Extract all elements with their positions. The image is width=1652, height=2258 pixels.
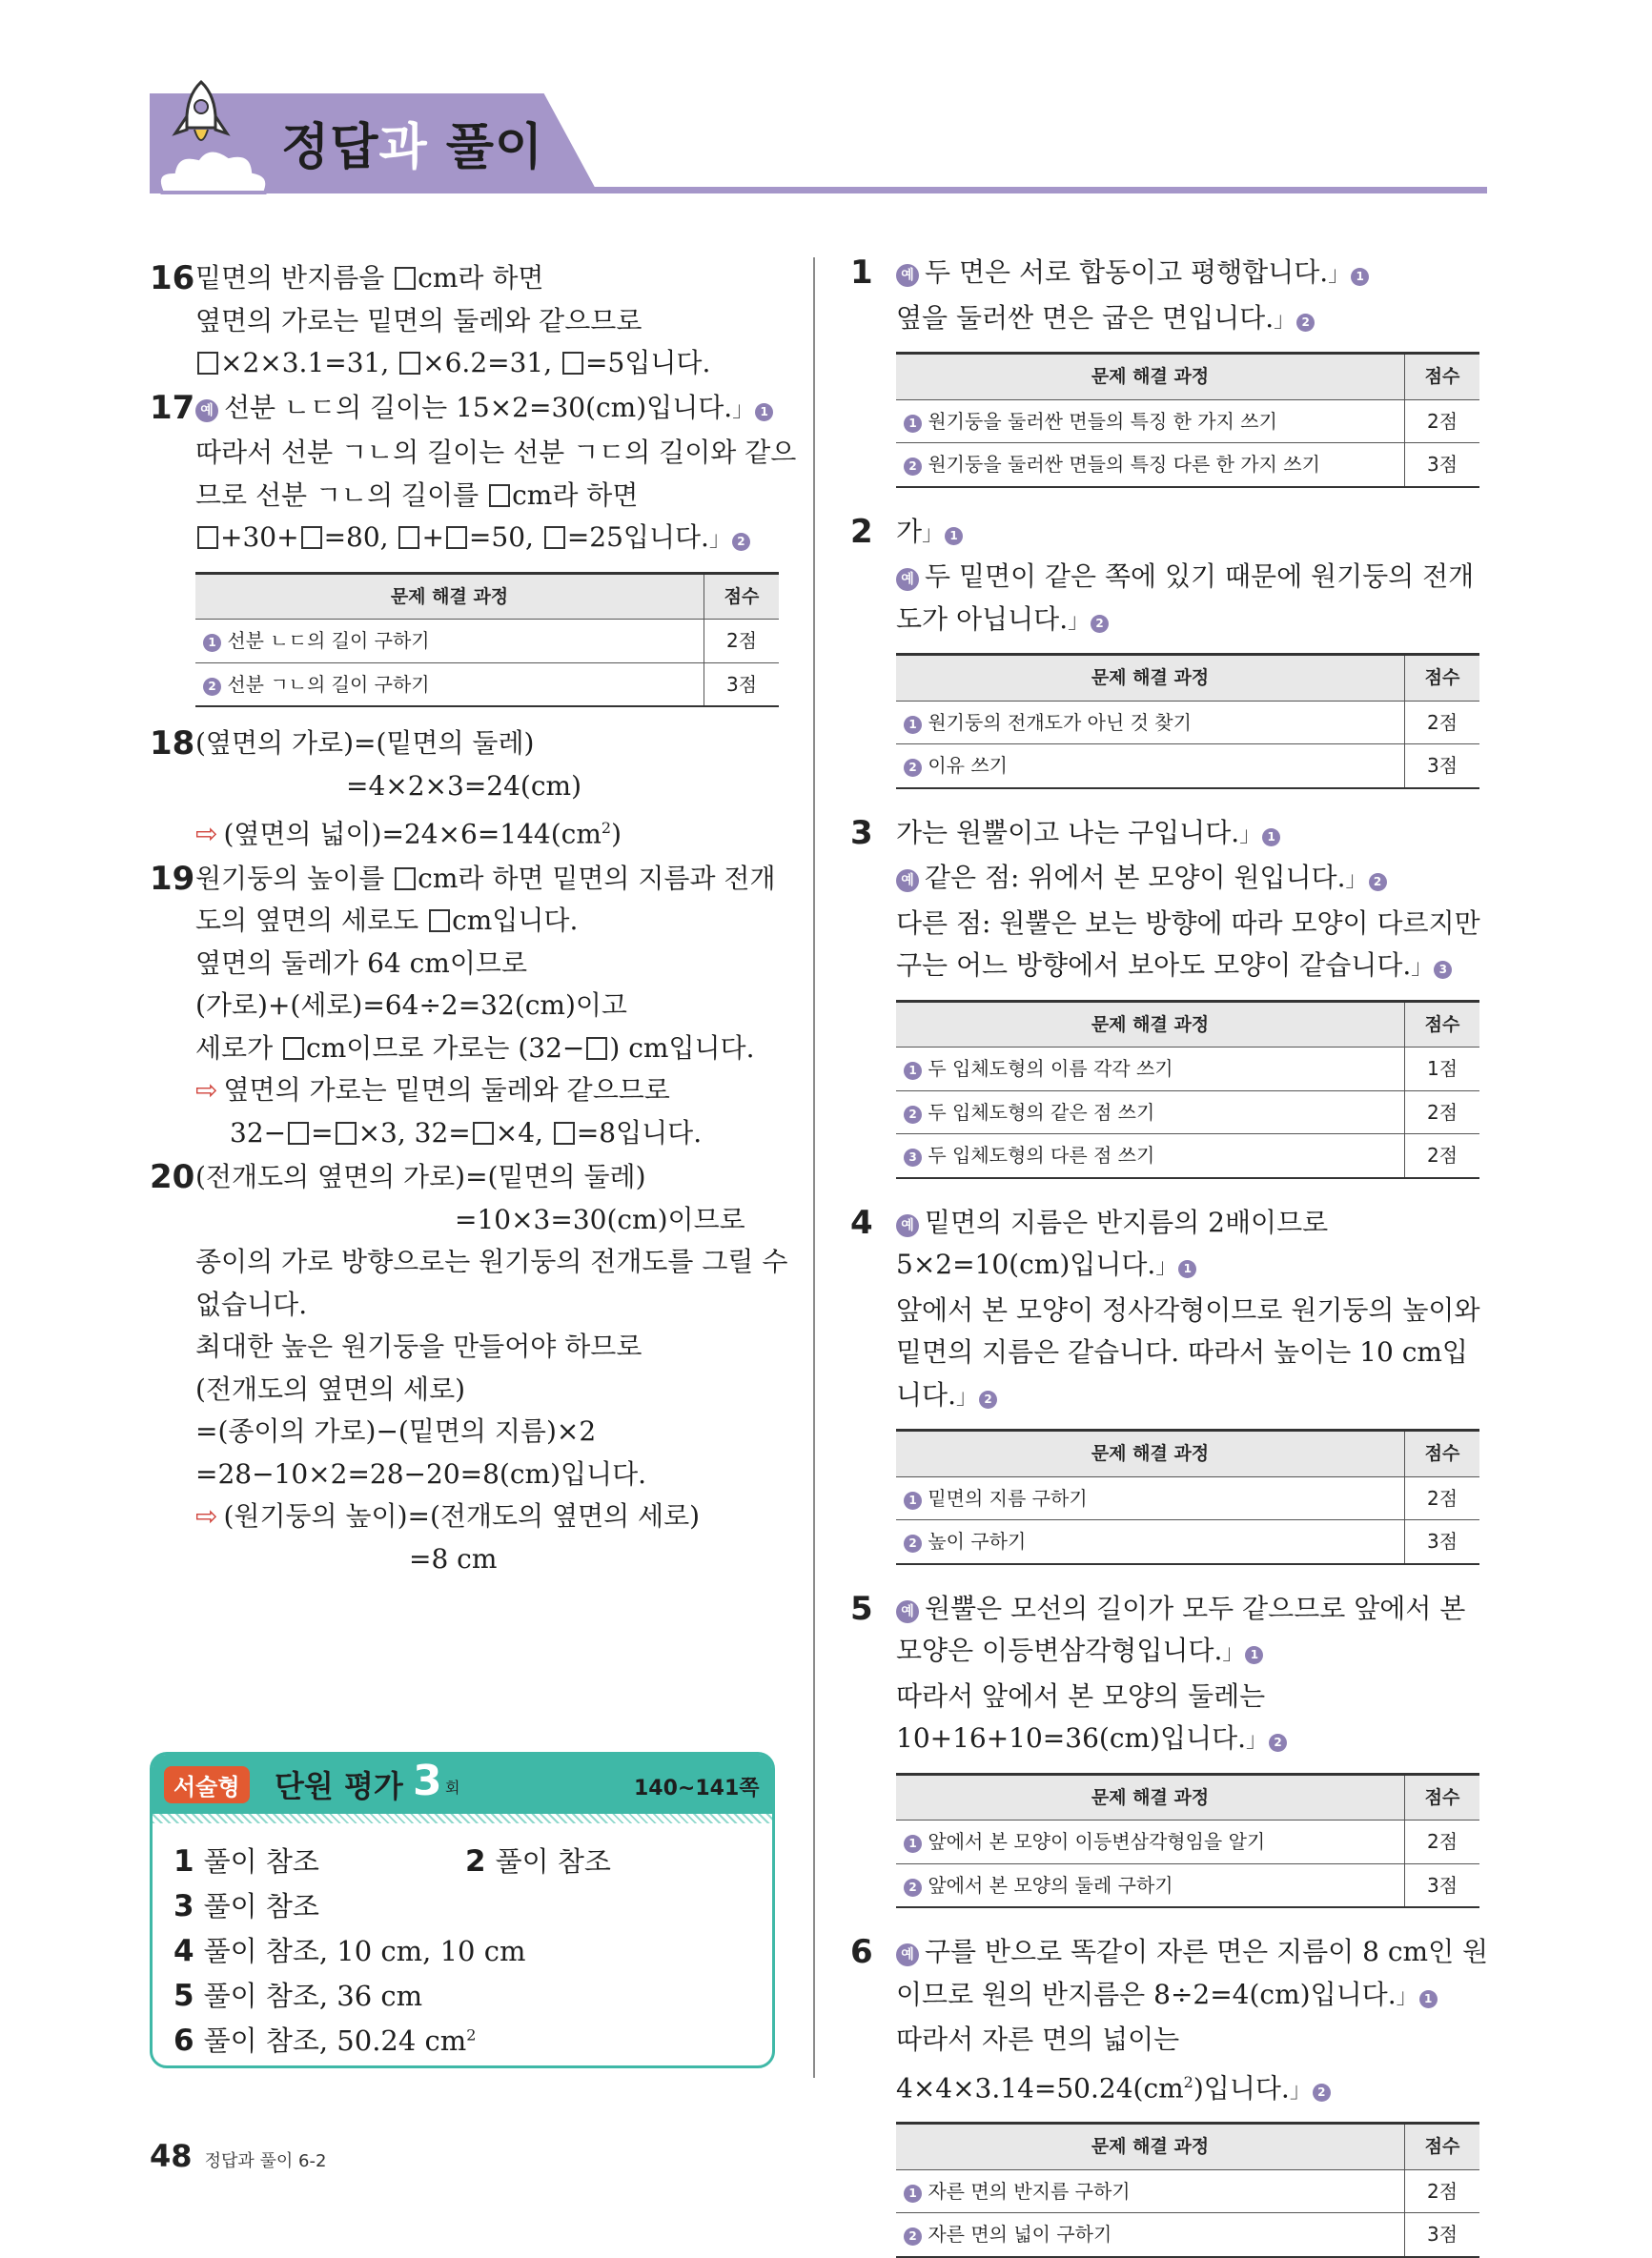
problem-r3: 3 가는 원뿔이고 나는 구입니다.」 1 예 같은 점: 위에서 본 모양이 원입니다.」 2 다른 점: 원뿔은 보는 방향에 따라 모양이 다르지만 구는 어느 방향에서 보아도 모양이 같습니다.」 3 문제 해결 과정 점수 1 두 입체도형의 이름 각각 쓰기 1점 2 두 입체도형의 같은 점 쓰기 2점 3 두 입체도형의 다른 점 쓰기 2점 [850, 812, 1487, 1179]
rocket-icon [168, 78, 235, 164]
score-table: 문제 해결 과정 점수 1 앞에서 본 모양이 이등변삼각형임을 알기 2점 2 앞에서 본 모양의 둘레 구하기 3점 [896, 1773, 1479, 1909]
score-table: 문제 해결 과정 점수 1 선분 ㄴㄷ의 길이 구하기 2점 2 선분 ㄱㄴ의 길이 구하기 3점 [195, 572, 779, 708]
arrow-icon: ⇨ [195, 1500, 218, 1533]
hatch-stripe [153, 1814, 772, 1823]
page-range: 140~141쪽 [634, 1777, 760, 1800]
problem-17: 17 예 선분 ㄴㄷ의 길이는 15×2=30(cm)입니다.」 1 따라서 선분 ㄱㄴ의 길이는 선분 ㄱㄷ의 길이와 같으 므로 선분 ㄱㄴ의 길이를 cm라 하면 +30+ =80, + =50, =25입니다.」 2 문제 해결 과정 점수 1 선분 ㄴㄷ의 길이 구하기 2점 2 선분 ㄱㄴ의 길이 구하기 3점 [150, 387, 779, 708]
arrow-icon: ⇨ [195, 818, 218, 850]
answer-item: 3 풀이 참조 [173, 1889, 319, 1923]
answer-item: 4 풀이 참조, 10 cm, 10 cm [173, 1934, 526, 1968]
answer-item: 6 풀이 참조, 50.24 $cm^2$ [173, 2024, 477, 2058]
page-footer [150, 2138, 326, 2174]
problem-16: 16 밑면의 반지름을 cm라 하면 옆면의 가로는 밑면의 둘레와 같으므로 ×2×3.1=31, ×6.2=31, =5입니다. [150, 259, 711, 378]
left-column [150, 257, 797, 1580]
problem-r1: 1 예 두 면은 서로 합동이고 평행합니다.」 1 옆을 둘러싼 면은 굽은 면입니다.」 2 문제 해결 과정 점수 1 원기둥을 둘러싼 면들의 특징 한 가지 쓰기 2점 2 원기둥을 둘러싼 면들의 특징 다른 한 가지 쓰기 3점 [850, 252, 1487, 488]
problem-r4: 4 예 밑면의 지름은 반지름의 2배이므로 5×2=10(cm)입니다.」 1 앞에서 본 모양이 정사각형이므로 원기둥의 높이와 밑면의 지름은 같습니다. 따라서 높이는 10 cm입 니다.」 2 문제 해결 과정 점수 1 밑면의 지름 구하기 2점 2 높이 구하기 3점 [850, 1202, 1487, 1565]
arrow-icon: ⇨ [195, 1074, 218, 1107]
problem-number: 19 [150, 859, 195, 898]
problem-18: 18 (옆면의 가로)=(밑면의 둘레) =4×2×3=24(cm) ⇨ (옆면의 넓이)$=24\times 6=144(cm^2)$ [150, 724, 622, 850]
problem-r2: 2 가」 1 예 두 밑면이 같은 쪽에 있기 때문에 원기둥의 전개 도가 아닙니다.」 2 문제 해결 과정 점수 1 원기둥의 전개도가 아닌 것 찾기 2점 2 이유 쓰기 3점 [850, 511, 1487, 789]
problem-number: 20 [150, 1158, 195, 1197]
problem-number: 4 [850, 1203, 873, 1242]
right-column [850, 252, 1487, 2258]
footer-title: 정답과 풀이 6-2 [204, 2151, 327, 2171]
problem-number: 6 [850, 1933, 873, 1971]
unit-test-title: 단원 평가 [275, 1768, 403, 1804]
round-number: 3 [413, 1757, 442, 1805]
round-suffix: 회 [445, 1779, 460, 1797]
problem-number: 17 [150, 388, 195, 427]
page-number: 48 [150, 2138, 193, 2174]
score-table: 문제 해결 과정 점수 1 자른 면의 반지름 구하기 2점 2 자른 면의 넓이 구하기 3점 [896, 2122, 1479, 2258]
score-table: 문제 해결 과정 점수 1 원기둥을 둘러싼 면들의 특징 한 가지 쓰기 2점 2 원기둥을 둘러싼 면들의 특징 다른 한 가지 쓰기 3점 [896, 352, 1479, 488]
answer-item: 5 풀이 참조, 36 cm [173, 1979, 423, 2013]
problem-number: 18 [150, 724, 195, 763]
score-table: 문제 해결 과정 점수 1 밑면의 지름 구하기 2점 2 높이 구하기 3점 [896, 1429, 1479, 1565]
problem-number: 1 [850, 254, 873, 292]
example-badge: 예 [195, 399, 218, 422]
problem-r6: 6 예 구를 반으로 똑같이 자른 면은 지름이 8 cm인 원 이므로 원의 반지름은 8÷2=4(cm)입니다.」 1 따라서 자른 면의 넓이는 $4\times 4\times 3.14=50.24(cm^2)$입니다.」 2 문제 해결 과정 점수 1 자른 면의 반지름 구하기 2점 2 자른 면의 넓이 구하기 3점 [850, 1931, 1487, 2258]
problem-number: 2 [850, 512, 873, 551]
problem-r5: 5 예 원뿔은 모선의 길이가 모두 같으므로 앞에서 본 모양은 이등변삼각형입니다.」 1 따라서 앞에서 본 모양의 둘레는 10+16+10=36(cm)입니다.」 2 문제 해결 과정 점수 1 앞에서 본 모양이 이등변삼각형임을 알기 2점 2 앞에서 본 모양의 둘레 구하기 3점 [850, 1588, 1487, 1909]
problem-20: 20 (전개도의 옆면의 가로)=(밑면의 둘레) =10×3=30(cm)이므로 종이의 가로 방향으로는 원기둥의 전개도를 그릴 수 없습니다. 최대한 높은 원기둥을 만들어야 하므로 (전개도의 옆면의 세로) =(종이의 가로)−(밑면의 지름)×2 =28−10×2=28−20=8(cm)입니다. ⇨ (원기둥의 높이)=(전개도의 옆면의 세로) =8 cm [150, 1158, 788, 1575]
unit-test-answer-box [150, 1752, 775, 2068]
column-divider [813, 257, 815, 2078]
answer-item: 1 풀이 참조 [173, 1844, 319, 1879]
problem-19: 19 원기둥의 높이를 cm라 하면 밑면의 지름과 전개 도의 옆면의 세로도 cm입니다. 옆면의 둘레가 64 cm이므로 (가로)+(세로)=64÷2=32(cm)이고 세로가 cm이므로 가로는 (32− ) cm입니다. ⇨ 옆면의 가로는 밑면의 둘레와 같으므로 32− = ×3, 32= ×4, =8입니다. [150, 859, 776, 1149]
answer-item: 2 풀이 참조 [465, 1844, 611, 1879]
score-table: 문제 해결 과정 점수 1 원기둥의 전개도가 아닌 것 찾기 2점 2 이유 쓰기 3점 [896, 653, 1479, 789]
problem-number: 5 [850, 1589, 873, 1628]
problem-number: 16 [150, 259, 195, 297]
header-rule [150, 187, 1487, 193]
problem-number: 3 [850, 813, 873, 852]
page-title: 정답과 풀이 [281, 119, 544, 176]
unit-test-header [153, 1755, 772, 1814]
essay-tag: 서술형 [164, 1766, 250, 1803]
score-table: 문제 해결 과정 점수 1 두 입체도형의 이름 각각 쓰기 1점 2 두 입체도형의 같은 점 쓰기 2점 3 두 입체도형의 다른 점 쓰기 2점 [896, 1000, 1479, 1179]
